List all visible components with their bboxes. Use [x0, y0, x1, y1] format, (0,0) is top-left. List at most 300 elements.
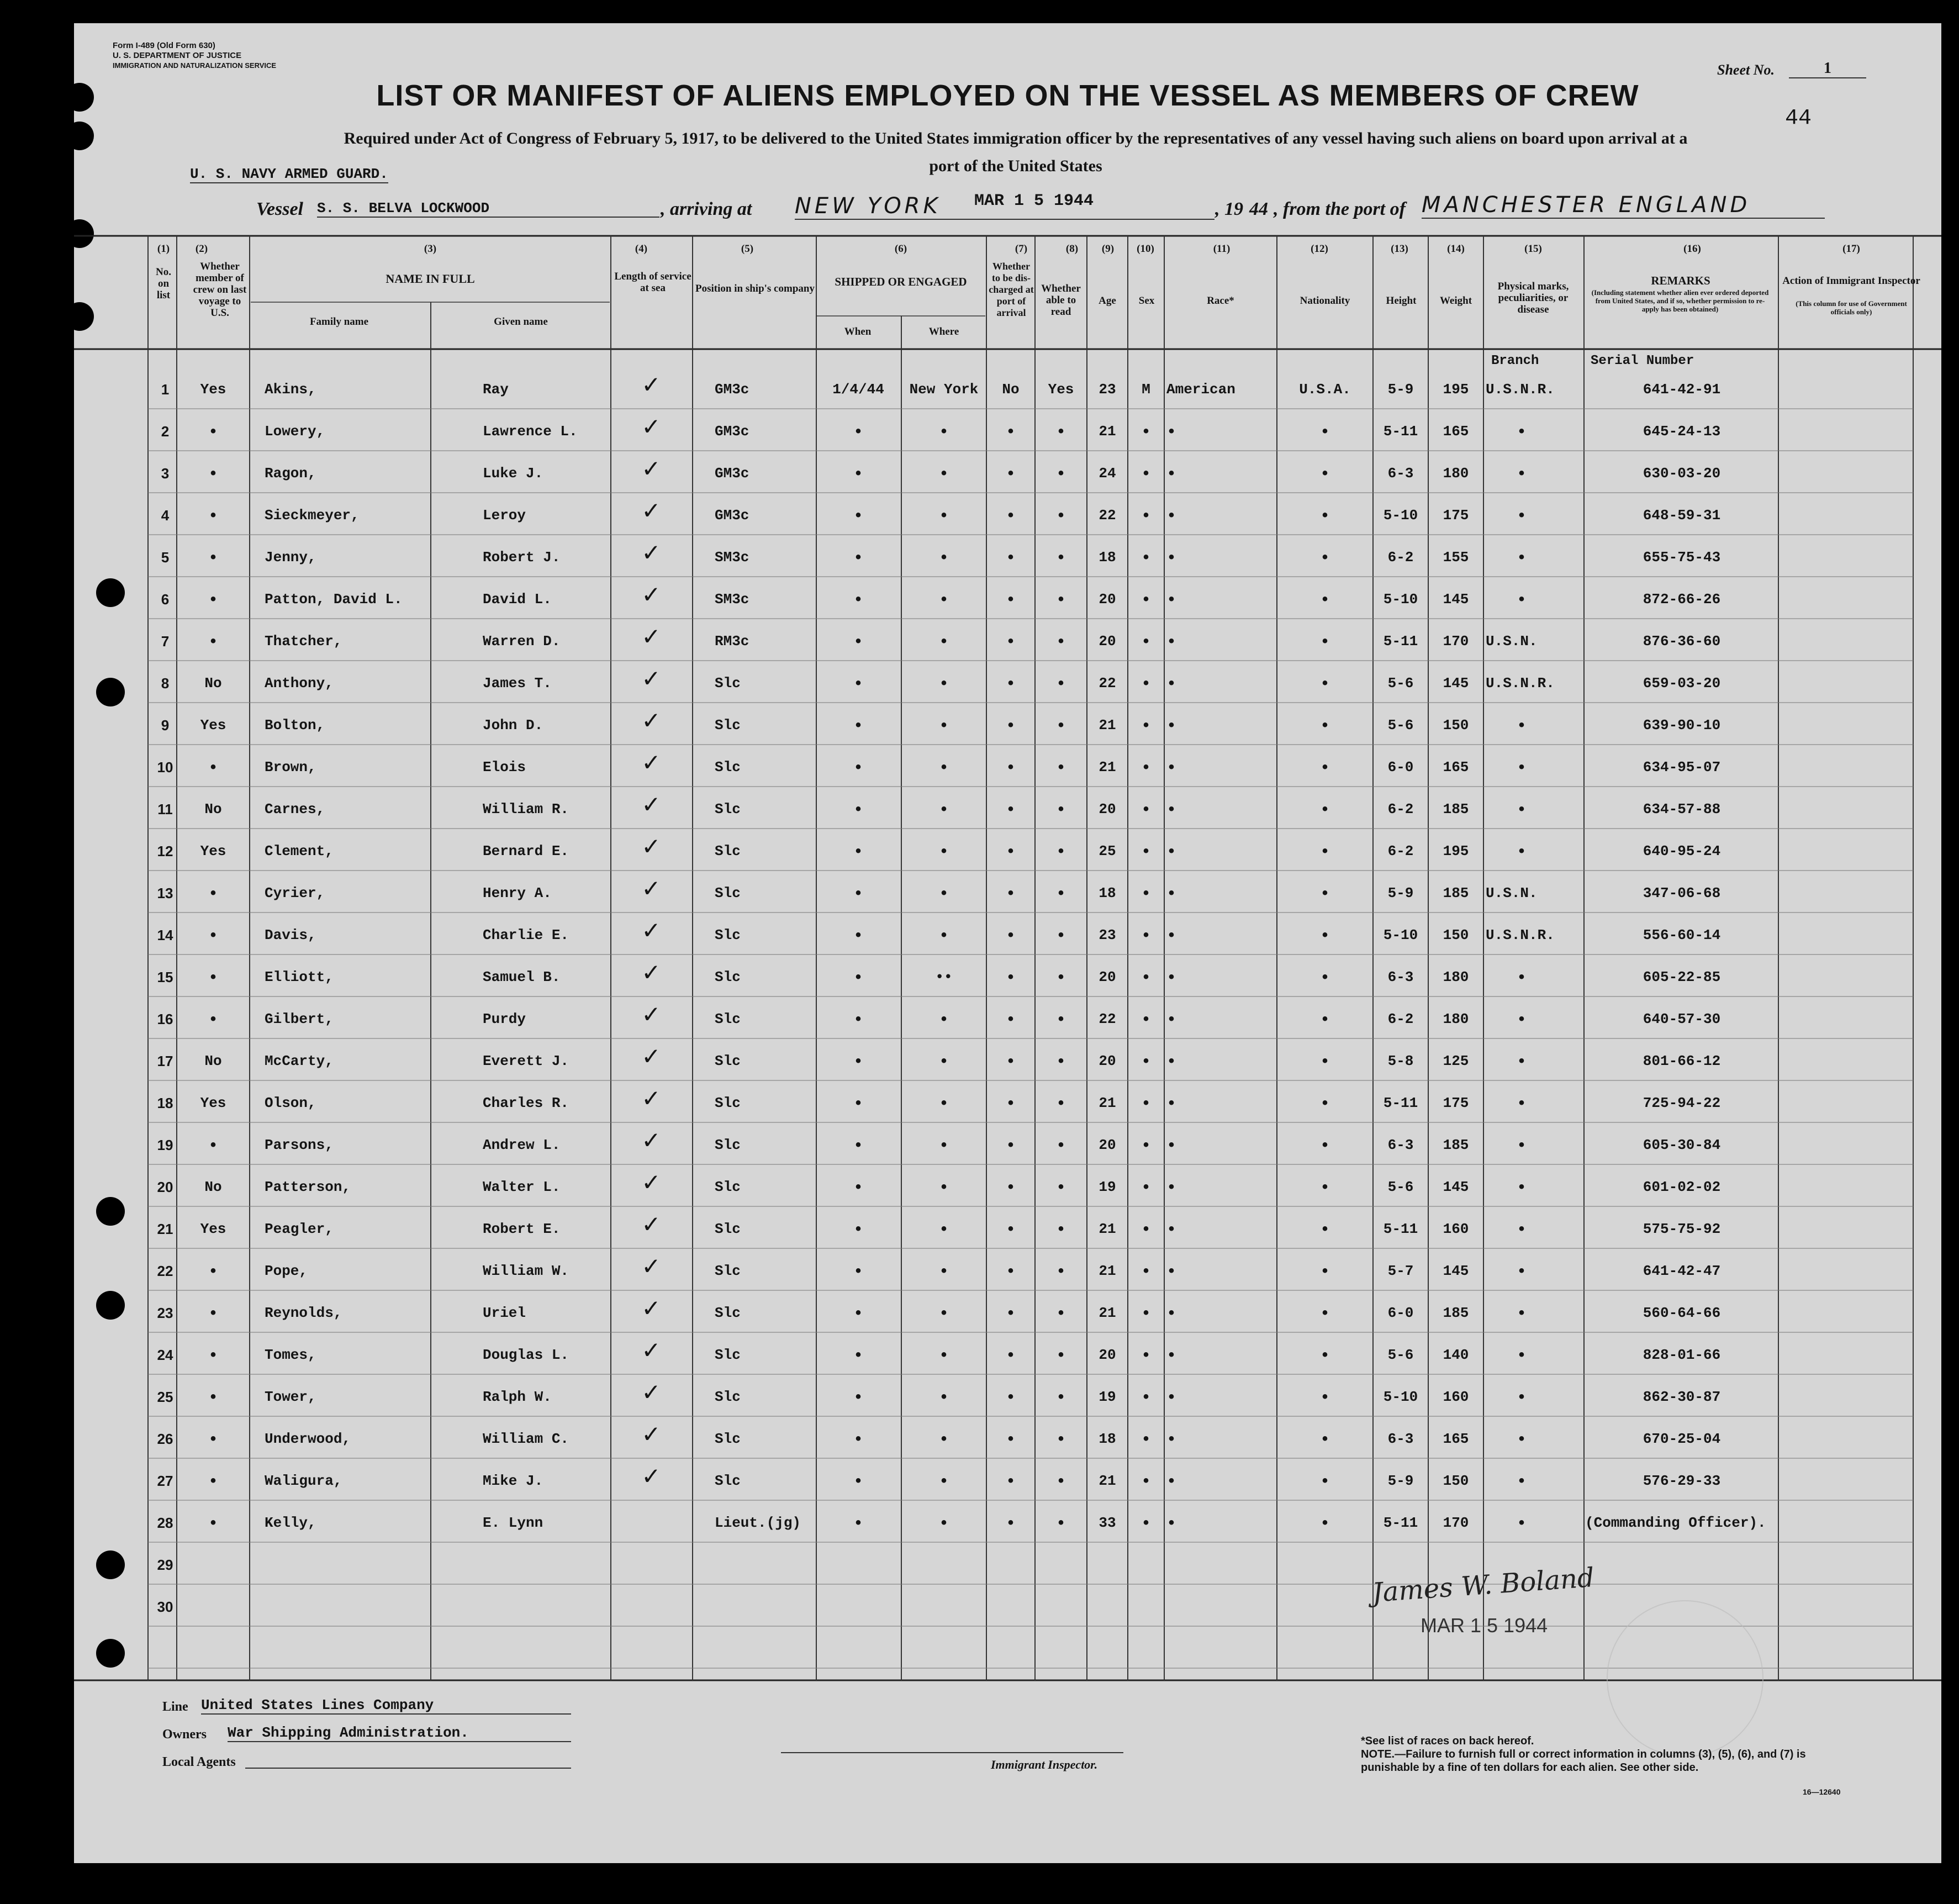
given-name-cell: Charlie E. — [483, 927, 569, 943]
serial-number-cell: 560-64-66 — [1643, 1305, 1721, 1321]
weight-cell: 145 — [1443, 1179, 1469, 1195]
branch-cell: • — [1516, 843, 1527, 862]
year: 44 — [1249, 199, 1268, 219]
sex-cell: • — [1140, 1347, 1151, 1365]
weight-cell: 165 — [1443, 759, 1469, 776]
age-cell: 21 — [1099, 1305, 1116, 1321]
position-cell: GM3c — [715, 381, 749, 398]
shipped-when-cell: • — [853, 885, 863, 904]
position-cell: GM3c — [715, 465, 749, 482]
shipped-when-cell: • — [853, 549, 863, 568]
service-check-icon: ✓ — [641, 1001, 661, 1028]
discharged-cell: • — [1005, 1011, 1016, 1030]
serial-number-cell: 605-30-84 — [1643, 1137, 1721, 1153]
able-to-read-cell: • — [1055, 885, 1066, 904]
sheet-number: 1 — [1789, 60, 1866, 78]
last-voyage-cell: • — [208, 591, 218, 610]
service-check-icon: ✓ — [641, 581, 661, 608]
row-number: 5 — [161, 549, 170, 566]
branch-cell: • — [1516, 969, 1527, 988]
serial-number-cell: 828-01-66 — [1643, 1347, 1721, 1363]
given-name-cell: Ralph W. — [483, 1389, 552, 1405]
serial-number-cell: 630-03-20 — [1643, 465, 1721, 482]
age-cell: 21 — [1099, 1473, 1116, 1489]
row-number: 16 — [157, 1011, 173, 1027]
serial-number-cell: 648-59-31 — [1643, 507, 1721, 524]
header-race: Race* — [1207, 295, 1234, 307]
age-cell: 19 — [1099, 1389, 1116, 1405]
serial-number-cell: 641-42-47 — [1643, 1263, 1721, 1279]
shipped-when-cell: • — [853, 717, 863, 736]
age-cell: 19 — [1099, 1179, 1116, 1195]
header-discharged: Whether to be dis-charged at port of arrival — [989, 261, 1034, 318]
able-to-read-cell: • — [1055, 801, 1066, 820]
weight-cell: 180 — [1443, 969, 1469, 985]
race-cell: • — [1166, 675, 1177, 694]
serial-number-cell: 575-75-92 — [1643, 1221, 1721, 1237]
position-cell: Slc — [715, 759, 741, 776]
row-number: 11 — [157, 801, 173, 817]
header-name-in-full: NAME IN FULL — [386, 272, 475, 286]
discharged-cell: • — [1005, 843, 1016, 862]
shipped-where-cell: • — [938, 1263, 949, 1281]
able-to-read-cell: • — [1055, 1221, 1066, 1240]
able-to-read-cell: • — [1055, 1053, 1066, 1072]
given-name-cell: Andrew L. — [483, 1137, 561, 1153]
serial-number-cell: (Commanding Officer). — [1585, 1515, 1766, 1531]
shipped-when-cell: • — [853, 1389, 863, 1407]
able-to-read-cell: • — [1055, 423, 1066, 442]
nationality-cell: • — [1319, 843, 1330, 862]
serial-number-cell: 862-30-87 — [1643, 1389, 1721, 1405]
last-voyage-cell: • — [208, 423, 218, 442]
position-cell: RM3c — [715, 633, 749, 650]
height-cell: 5-11 — [1383, 1515, 1418, 1531]
header-inspector-note: (This column for use of Government officials only) — [1796, 299, 1907, 316]
shipped-where-cell: • — [938, 1347, 949, 1365]
shipped-when-cell: • — [853, 843, 863, 862]
service-check-icon: ✓ — [641, 833, 661, 860]
able-to-read-cell: • — [1055, 843, 1066, 862]
last-voyage-cell: • — [208, 1011, 218, 1030]
able-to-read-cell: • — [1055, 549, 1066, 568]
nationality-cell: • — [1319, 1095, 1330, 1114]
family-name-cell: Kelly, — [265, 1515, 316, 1531]
height-cell: 6-3 — [1387, 1431, 1414, 1447]
sex-cell: • — [1140, 1053, 1151, 1072]
sheet-label: Sheet No. — [1717, 62, 1775, 78]
row-number: 10 — [157, 759, 173, 776]
shipped-where-cell: • — [938, 843, 949, 862]
service-check-icon: ✓ — [641, 707, 661, 734]
race-cell: • — [1166, 507, 1177, 526]
col-num: (6) — [894, 243, 907, 255]
height-cell: 6-0 — [1387, 759, 1414, 776]
family-name-cell: Clement, — [265, 843, 334, 859]
serial-number-cell: 576-29-33 — [1643, 1473, 1721, 1489]
age-cell: 21 — [1099, 423, 1116, 440]
height-cell: 6-3 — [1387, 465, 1414, 482]
discharged-cell: • — [1005, 1221, 1016, 1240]
weight-cell: 170 — [1443, 1515, 1469, 1531]
weight-cell: 150 — [1443, 927, 1469, 943]
position-cell: Slc — [715, 1305, 741, 1321]
height-cell: 5-10 — [1383, 1389, 1418, 1405]
col-num: (11) — [1213, 243, 1231, 255]
branch-cell: • — [1516, 801, 1527, 820]
col-num: (9) — [1101, 243, 1115, 255]
nationality-cell: • — [1319, 423, 1330, 442]
given-name-cell: Purdy — [483, 1011, 526, 1027]
sex-cell: • — [1140, 507, 1151, 526]
shipped-when-cell: • — [853, 927, 863, 946]
sex-cell: • — [1140, 717, 1151, 736]
service-check-icon: ✓ — [641, 875, 661, 902]
age-cell: 33 — [1099, 1515, 1116, 1531]
discharged-cell: • — [1005, 885, 1016, 904]
discharged-cell: • — [1005, 591, 1016, 610]
family-name-cell: Carnes, — [265, 801, 325, 817]
header-sex: Sex — [1138, 295, 1155, 307]
race-cell: • — [1166, 1011, 1177, 1030]
shipped-when-cell: • — [853, 801, 863, 820]
weight-cell: 150 — [1443, 1473, 1469, 1489]
age-cell: 23 — [1099, 927, 1116, 943]
given-name-cell: Bernard E. — [483, 843, 569, 859]
shipped-where-cell: •• — [935, 969, 953, 985]
family-name-cell: Pope, — [265, 1263, 308, 1279]
age-cell: 23 — [1099, 381, 1116, 398]
family-name-cell: Reynolds, — [265, 1305, 342, 1321]
serial-heading: Serial Number — [1591, 354, 1694, 368]
row-number: 7 — [161, 633, 170, 650]
race-cell: • — [1166, 843, 1177, 862]
print-code: 16—12640 — [1803, 1787, 1841, 1796]
requirement-text: Required under Act of Congress of February 5, 1917, to be delivered to the United States immigration officer by the representatives of any vessel having such aliens on board upon arrival at a — [344, 129, 1688, 147]
line-label: Line — [162, 1700, 188, 1714]
header-inspector-action: Action of Immigrant Inspector — [1782, 275, 1920, 287]
last-voyage-cell: Yes — [200, 1095, 226, 1111]
col-num: (12) — [1311, 243, 1328, 255]
nationality-cell: • — [1319, 1473, 1330, 1491]
given-name-cell: John D. — [483, 717, 543, 734]
shipped-where-cell: • — [938, 801, 949, 820]
height-cell: 6-3 — [1387, 1137, 1414, 1153]
sex-cell: • — [1140, 1431, 1151, 1449]
arriving-label: , arriving at — [661, 199, 752, 219]
given-name-cell: James T. — [483, 675, 552, 692]
branch-cell: • — [1516, 1095, 1527, 1114]
age-cell: 22 — [1099, 507, 1116, 524]
race-cell: • — [1166, 1179, 1177, 1198]
row-number: 14 — [157, 927, 173, 943]
weight-cell: 165 — [1443, 423, 1469, 440]
branch-cell: • — [1516, 1053, 1527, 1072]
family-name-cell: Jenny, — [265, 549, 316, 566]
shipped-where-cell: • — [938, 1473, 949, 1491]
shipped-when-cell: • — [853, 1305, 863, 1323]
shipped-when-cell: • — [853, 1137, 863, 1156]
last-voyage-cell: No — [204, 1053, 222, 1069]
race-cell: • — [1166, 1263, 1177, 1281]
position-cell: SM3c — [715, 591, 749, 608]
weight-cell: 160 — [1443, 1389, 1469, 1405]
shipped-when-cell: • — [853, 1179, 863, 1198]
race-cell: • — [1166, 1431, 1177, 1449]
shipped-where-cell: • — [938, 885, 949, 904]
branch-cell: U.S.N. — [1486, 633, 1538, 650]
discharged-cell: • — [1005, 1137, 1016, 1156]
row-number: 21 — [157, 1221, 173, 1237]
height-cell: 6-3 — [1387, 969, 1414, 985]
last-voyage-cell: Yes — [200, 843, 226, 859]
discharged-cell: • — [1005, 633, 1016, 652]
able-to-read-cell: • — [1055, 591, 1066, 610]
given-name-cell: Uriel — [483, 1305, 526, 1321]
row-number: 20 — [157, 1179, 173, 1195]
given-name-cell: William W. — [483, 1263, 569, 1279]
last-voyage-cell: • — [208, 885, 218, 904]
race-cell: • — [1166, 1347, 1177, 1365]
family-name-cell: Anthony, — [265, 675, 334, 692]
position-cell: Slc — [715, 927, 741, 943]
height-cell: 6-2 — [1387, 1011, 1414, 1027]
year-label: , 19 — [1215, 199, 1243, 219]
family-name-cell: Peagler, — [265, 1221, 334, 1237]
header-position: Position in ship's company — [695, 283, 815, 294]
able-to-read-cell: • — [1055, 465, 1066, 484]
col-num: (17) — [1842, 243, 1860, 255]
row-number: 3 — [161, 465, 170, 482]
family-name-cell: Thatcher, — [265, 633, 342, 650]
weight-cell: 145 — [1443, 1263, 1469, 1279]
discharged-cell: • — [1005, 1179, 1016, 1198]
position-cell: Slc — [715, 843, 741, 859]
discharged-cell: • — [1005, 423, 1016, 442]
position-cell: Slc — [715, 1011, 741, 1027]
discharged-cell: • — [1005, 549, 1016, 568]
family-name-cell: Ragon, — [265, 465, 316, 482]
given-name-cell: Everett J. — [483, 1053, 569, 1069]
age-cell: 20 — [1099, 633, 1116, 650]
sex-cell: • — [1140, 1473, 1151, 1491]
row-number: 23 — [157, 1305, 173, 1321]
shipped-when-cell: • — [853, 969, 863, 988]
row-number: 15 — [157, 969, 173, 985]
discharged-cell: • — [1005, 759, 1016, 778]
header-length-of-service: Length of service at sea — [614, 271, 691, 294]
height-cell: 5-11 — [1383, 1095, 1418, 1111]
shipped-where-cell: • — [938, 465, 949, 484]
age-cell: 20 — [1099, 969, 1116, 985]
row-number: 25 — [157, 1389, 173, 1405]
height-cell: 5-6 — [1387, 1179, 1414, 1195]
shipped-when-cell: • — [853, 1053, 863, 1072]
branch-cell: • — [1516, 1263, 1527, 1281]
header-age: Age — [1099, 295, 1116, 307]
nationality-cell: • — [1319, 1053, 1330, 1072]
shipped-where-cell: • — [938, 1053, 949, 1072]
shipped-when-cell: • — [853, 759, 863, 778]
header-height: Height — [1386, 295, 1417, 307]
height-cell: 5-8 — [1387, 1053, 1414, 1069]
able-to-read-cell: • — [1055, 717, 1066, 736]
row-number: 22 — [157, 1263, 173, 1279]
last-voyage-cell: • — [208, 1431, 218, 1449]
form-id: Form I-489 (Old Form 630) — [113, 41, 215, 50]
shipped-where-cell: New York — [909, 381, 979, 398]
weight-cell: 125 — [1443, 1053, 1469, 1069]
branch-cell: • — [1516, 1473, 1527, 1491]
shipped-where-cell: • — [938, 633, 949, 652]
weight-cell: 160 — [1443, 1221, 1469, 1237]
age-cell: 20 — [1099, 1053, 1116, 1069]
nationality-cell: • — [1319, 1515, 1330, 1533]
position-cell: Slc — [715, 885, 741, 901]
nationality-cell: • — [1319, 927, 1330, 946]
nationality-cell: • — [1319, 759, 1330, 778]
family-name-cell: Parsons, — [265, 1137, 334, 1153]
requirement-text-2: port of the United States — [929, 157, 1102, 175]
shipped-when-cell: • — [853, 1431, 863, 1449]
discharged-cell: • — [1005, 1473, 1016, 1491]
last-voyage-cell: No — [204, 675, 222, 692]
given-name-cell: Luke J. — [483, 465, 543, 482]
able-to-read-cell: • — [1055, 1137, 1066, 1156]
position-cell: GM3c — [715, 423, 749, 440]
able-to-read-cell: • — [1055, 1305, 1066, 1323]
weight-cell: 185 — [1443, 1305, 1469, 1321]
family-name-cell: Bolton, — [265, 717, 325, 734]
serial-number-cell: 634-57-88 — [1643, 801, 1721, 817]
service-check-icon: ✓ — [641, 791, 661, 818]
weight-cell: 140 — [1443, 1347, 1469, 1363]
row-number: 6 — [161, 591, 170, 608]
last-voyage-cell: • — [208, 1389, 218, 1407]
able-to-read-cell: • — [1055, 759, 1066, 778]
height-cell: 5-10 — [1383, 591, 1418, 608]
sex-cell: • — [1140, 1179, 1151, 1198]
row-number: 28 — [157, 1515, 173, 1531]
last-voyage-cell: • — [208, 1137, 218, 1156]
given-name-cell: Robert E. — [483, 1221, 561, 1237]
race-cell: • — [1166, 1095, 1177, 1114]
service-check-icon: ✓ — [641, 497, 661, 524]
nationality-cell: U.S.A. — [1299, 381, 1351, 398]
branch-cell: • — [1516, 1515, 1527, 1533]
from-port: MANCHESTER ENGLAND — [1422, 192, 1825, 219]
row-number: 17 — [157, 1053, 173, 1069]
last-voyage-cell: • — [208, 1515, 218, 1533]
branch-cell: U.S.N.R. — [1486, 927, 1555, 943]
col-num: (2) — [195, 243, 208, 255]
shipped-where-cell: • — [938, 507, 949, 526]
family-name-cell: Gilbert, — [265, 1011, 334, 1027]
shipped-where-cell: • — [938, 549, 949, 568]
last-voyage-cell: Yes — [200, 381, 226, 398]
race-note: *See list of races on back hereof. — [1361, 1735, 1534, 1747]
family-name-cell: Davis, — [265, 927, 316, 943]
age-cell: 18 — [1099, 1431, 1116, 1447]
given-name-cell: Lawrence L. — [483, 423, 578, 440]
inspector-signature-line — [781, 1752, 1123, 1753]
serial-number-cell: 659-03-20 — [1643, 675, 1721, 692]
branch-cell: • — [1516, 1221, 1527, 1240]
age-cell: 24 — [1099, 465, 1116, 482]
header-remarks-note: (Including statement whether alien ever ordered deported from United States, and if so, whether permission to re-apply has been obtained) — [1591, 288, 1769, 313]
family-name-cell: McCarty, — [265, 1053, 334, 1069]
nationality-cell: • — [1319, 801, 1330, 820]
family-name-cell: Brown, — [265, 759, 316, 776]
last-voyage-cell: • — [208, 969, 218, 988]
discharged-cell: • — [1005, 1095, 1016, 1114]
last-voyage-cell: • — [208, 1473, 218, 1491]
shipped-where-cell: • — [938, 1179, 949, 1198]
row-number: 1 — [161, 381, 170, 398]
weight-cell: 195 — [1443, 843, 1469, 859]
sex-cell: M — [1142, 381, 1150, 398]
shipped-when-cell: • — [853, 633, 863, 652]
unit-name: U. S. NAVY ARMED GUARD. — [190, 166, 388, 182]
shipped-where-cell: • — [938, 1305, 949, 1323]
able-to-read-cell: • — [1055, 1431, 1066, 1449]
age-cell: 20 — [1099, 1137, 1116, 1153]
row-number: 27 — [157, 1473, 173, 1489]
position-cell: Slc — [715, 1221, 741, 1237]
row-number: 13 — [157, 885, 173, 901]
position-cell: Slc — [715, 1053, 741, 1069]
weight-cell: 185 — [1443, 1137, 1469, 1153]
service-check-icon: ✓ — [641, 1253, 661, 1280]
serial-number-cell: 347-06-68 — [1643, 885, 1721, 901]
page-title: LIST OR MANIFEST OF ALIENS EMPLOYED ON THE VESSEL AS MEMBERS OF CREW — [376, 79, 1639, 112]
branch-cell: U.S.N.R. — [1486, 675, 1555, 692]
header-given-name: Given name — [494, 316, 548, 328]
serial-number-cell: 634-95-07 — [1643, 759, 1721, 776]
shipped-where-cell: • — [938, 1389, 949, 1407]
branch-cell: • — [1516, 549, 1527, 568]
family-name-cell: Waligura, — [265, 1473, 342, 1489]
col-num: (16) — [1683, 243, 1701, 255]
col-num: (8) — [1065, 243, 1079, 255]
given-name-cell: Ray — [483, 381, 509, 398]
nationality-cell: • — [1319, 633, 1330, 652]
header-physical-marks: Physical marks, peculiarities, or disease — [1497, 281, 1569, 315]
discharged-cell: • — [1005, 1389, 1016, 1407]
branch-heading: Branch — [1491, 354, 1539, 368]
branch-cell: • — [1516, 1137, 1527, 1156]
position-cell: Slc — [715, 1137, 741, 1153]
height-cell: 5-11 — [1383, 423, 1418, 440]
given-name-cell: E. Lynn — [483, 1515, 543, 1531]
shipped-where-cell: • — [938, 1011, 949, 1030]
service-check-icon: ✓ — [641, 959, 661, 986]
shipped-where-cell: • — [938, 423, 949, 442]
position-cell: Slc — [715, 675, 741, 692]
given-name-cell: Samuel B. — [483, 969, 561, 985]
discharged-cell: • — [1005, 465, 1016, 484]
column-number-row — [74, 243, 1941, 254]
sex-cell: • — [1140, 1263, 1151, 1281]
service-check-icon: ✓ — [641, 413, 661, 440]
given-name-cell: Douglas L. — [483, 1347, 569, 1363]
family-name-cell: Tomes, — [265, 1347, 316, 1363]
nationality-cell: • — [1319, 969, 1330, 988]
able-to-read-cell: • — [1055, 1515, 1066, 1533]
given-name-cell: William C. — [483, 1431, 569, 1447]
family-name-cell: Tower, — [265, 1389, 316, 1405]
last-voyage-cell: • — [208, 1263, 218, 1281]
